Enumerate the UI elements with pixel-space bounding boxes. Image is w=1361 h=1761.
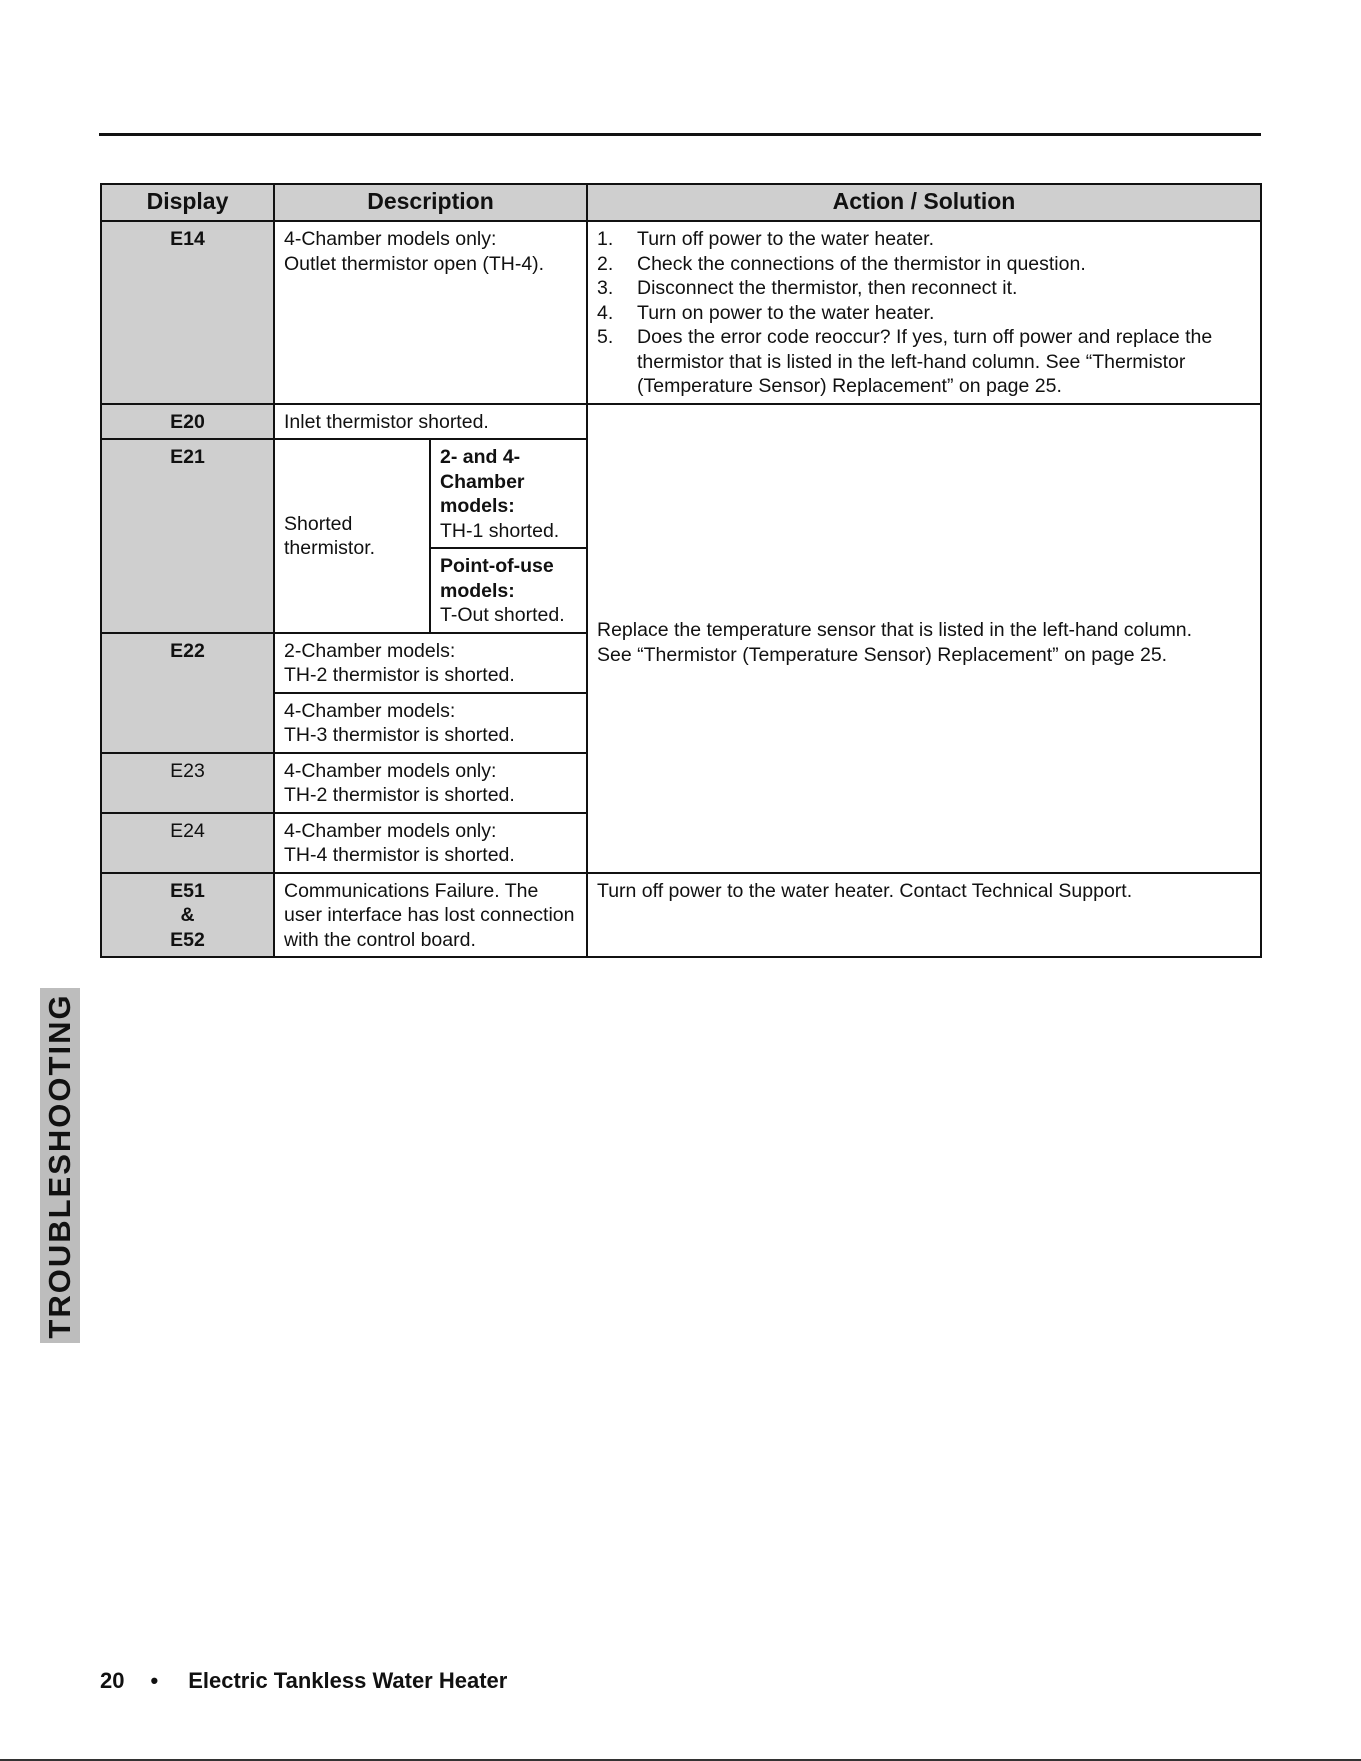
header-row (101, 184, 1261, 221)
step-number: 1. (597, 228, 614, 250)
step-text: Turn on power to the water heater. (637, 301, 935, 324)
subdescription-text: T-Out shorted. (440, 604, 565, 626)
top-rule (99, 133, 1261, 136)
step-number: 2. (597, 252, 614, 275)
step-item (597, 276, 1251, 301)
description-cell (274, 633, 587, 693)
subdescription-text: TH-1 shorted. (440, 519, 560, 542)
error-code: E14 (101, 221, 274, 404)
description-line: 4-Chamber models only: (284, 819, 497, 842)
description-cell (274, 221, 587, 404)
error-code: E23 (101, 753, 274, 813)
error-code: E21 (101, 439, 274, 633)
description-cell (274, 753, 587, 813)
page-number: 20 (100, 1668, 125, 1693)
action-cell: Turn off power to the water heater. Contact Technical Support. (587, 873, 1261, 958)
section-side-tab (40, 988, 80, 1343)
action-line: See “Thermistor (Temperature Sensor) Replacement” on page 25. (597, 643, 1168, 666)
step-item (597, 301, 1251, 326)
step-text: Check the connections of the thermistor in question. (637, 252, 1086, 275)
footer-bullet: • (150, 1668, 159, 1693)
error-code-line: E51 (170, 879, 205, 902)
step-item (597, 325, 1251, 399)
description-cell (274, 813, 587, 873)
description-cell (274, 693, 587, 753)
steps-list (597, 227, 1251, 399)
step-text: Disconnect the thermistor, then reconnect it. (637, 277, 1018, 299)
table-row-e51-e52 (101, 873, 1261, 958)
description-cell: Shorted thermistor. (274, 439, 430, 633)
subdescription-heading: Point-of-use models: (440, 555, 554, 602)
description-line: TH-4 thermistor is shorted. (284, 844, 515, 866)
action-cell (587, 221, 1261, 404)
troubleshooting-table (100, 183, 1262, 958)
table-row-e20 (101, 404, 1261, 440)
header-action: Action / Solution (587, 184, 1261, 221)
step-number: 5. (597, 326, 614, 348)
table-row-e14 (101, 221, 1261, 404)
step-item (597, 252, 1251, 277)
error-code: E24 (101, 813, 274, 873)
document-title: Electric Tankless Water Heater (188, 1668, 508, 1693)
step-item (597, 227, 1251, 252)
error-code-line: E52 (170, 928, 205, 951)
description-line: 4-Chamber models: (284, 699, 456, 722)
description-line: TH-2 thermistor is shorted. (284, 784, 515, 806)
error-code: E20 (101, 404, 274, 440)
step-text: Does the error code reoccur? If yes, turn off power and replace the thermistor that is listed in the left-hand column. See “Thermistor (Temperature Sensor) Replacement” on page 25. (637, 326, 1213, 397)
description-cell: Communications Failure. The user interface has lost connection with the control board. (274, 873, 587, 958)
error-code: E22 (101, 633, 274, 753)
description-line: 4-Chamber models only: (284, 228, 497, 250)
description-line: TH-3 thermistor is shorted. (284, 724, 515, 746)
section-side-tab-label: TROUBLESHOOTING (42, 992, 77, 1339)
subdescription-heading: 2- and 4-Chamber models: (440, 446, 525, 517)
action-line: Replace the temperature sensor that is listed in the left-hand column. (597, 619, 1193, 641)
step-number: 3. (597, 277, 614, 299)
header-display: Display (101, 184, 274, 221)
description-line: Outlet thermistor open (TH-4). (284, 252, 545, 275)
description-line: TH-2 thermistor is shorted. (284, 664, 515, 686)
subdescription-cell (430, 548, 587, 633)
header-description: Description (274, 184, 587, 221)
description-cell: Inlet thermistor shorted. (274, 404, 587, 440)
error-code-line: & (180, 904, 195, 926)
step-text: Turn off power to the water heater. (637, 228, 935, 250)
page-footer (100, 1668, 507, 1694)
description-line: 4-Chamber models only: (284, 759, 497, 782)
description-line: 2-Chamber models: (284, 639, 456, 662)
subdescription-cell (430, 439, 587, 548)
shared-action-cell (587, 404, 1261, 873)
step-number: 4. (597, 301, 614, 324)
error-code (101, 873, 274, 958)
